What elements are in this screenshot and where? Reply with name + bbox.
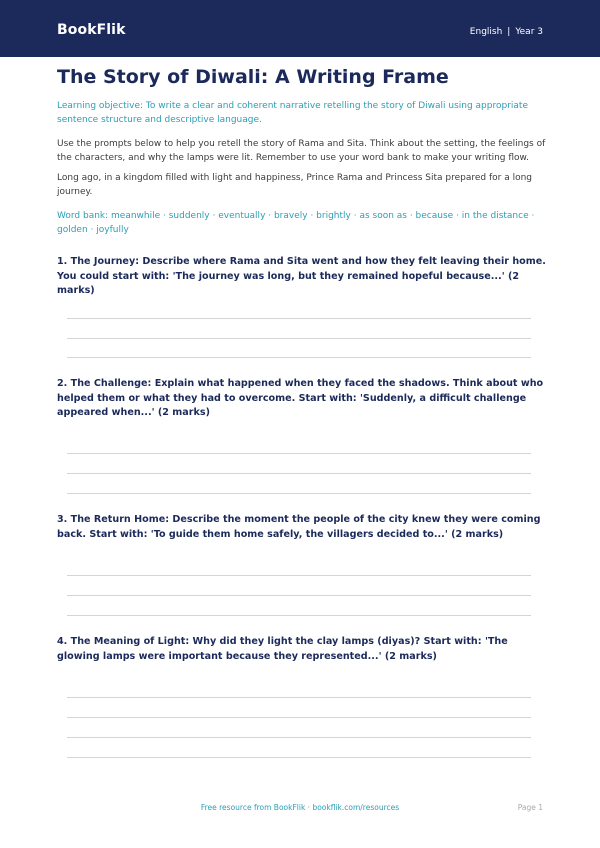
answer-line[interactable]: [67, 357, 531, 358]
answer-line[interactable]: [67, 318, 531, 319]
answer-line[interactable]: [67, 575, 531, 576]
learning-objective: Learning objective: To write a clear and coherent narrative retelling the story of Diwali using appropriate sentence structure and descriptive language.: [57, 101, 528, 125]
year-label: Year 3: [515, 27, 543, 37]
page-header: [0, 0, 600, 57]
answer-line[interactable]: [67, 493, 531, 494]
page-title: The Story of Diwali: A Writing Frame: [57, 66, 449, 88]
question-2: 2. The Challenge: Explain what happened when they faced the shadows. Think about who helped them or what they had to overcome. Start with: 'Suddenly, a difficult challenge appeared when...' (2 marks): [57, 378, 544, 418]
page-number: Page 1: [517, 803, 543, 812]
answer-line[interactable]: [67, 717, 531, 718]
answer-line[interactable]: [67, 473, 531, 474]
answer-line[interactable]: [67, 338, 531, 339]
question-1: 1. The Journey: Describe where Rama and Sita went and how they felt leaving their home. You could start with: 'The journey was long, but they remained hopeful because...' (2 marks): [57, 256, 546, 296]
word-bank: Word bank: meanwhile · suddenly · eventually · bravely · brightly · as soon as · because · in the distance · golden · joyfully: [57, 211, 535, 235]
question-4: 4. The Meaning of Light: Why did they light the clay lamps (diyas)? Start with: 'The glowing lamps were important because they represented...' (2 marks): [57, 636, 508, 662]
header-meta: [470, 27, 543, 37]
answer-line[interactable]: [67, 453, 531, 454]
answer-line[interactable]: [67, 595, 531, 596]
brand-logo[interactable]: BookFlik: [57, 22, 126, 38]
answer-line[interactable]: [67, 737, 531, 738]
answer-line[interactable]: [67, 697, 531, 698]
subject-label: English: [469, 27, 503, 37]
answer-line[interactable]: [67, 615, 531, 616]
instructions-text: Use the prompts below to help you retell the story of Rama and Sita. Think about the setting, the feelings of the characters, and why the lamps were lit. Remember to use your word bank to make your writing flow.: [57, 139, 546, 163]
answer-line[interactable]: [67, 757, 531, 758]
footer-credit[interactable]: Free resource from BookFlik · bookflik.com/resources: [200, 803, 400, 812]
question-3: 3. The Return Home: Describe the moment the people of the city knew they were coming back. Start with: 'To guide them home safely, the villagers decided to...' (2 marks): [57, 514, 541, 540]
meta-separator: |: [507, 27, 511, 37]
story-opening: Long ago, in a kingdom filled with light and happiness, Prince Rama and Princess Sita prepared for a long journey.: [57, 173, 533, 197]
